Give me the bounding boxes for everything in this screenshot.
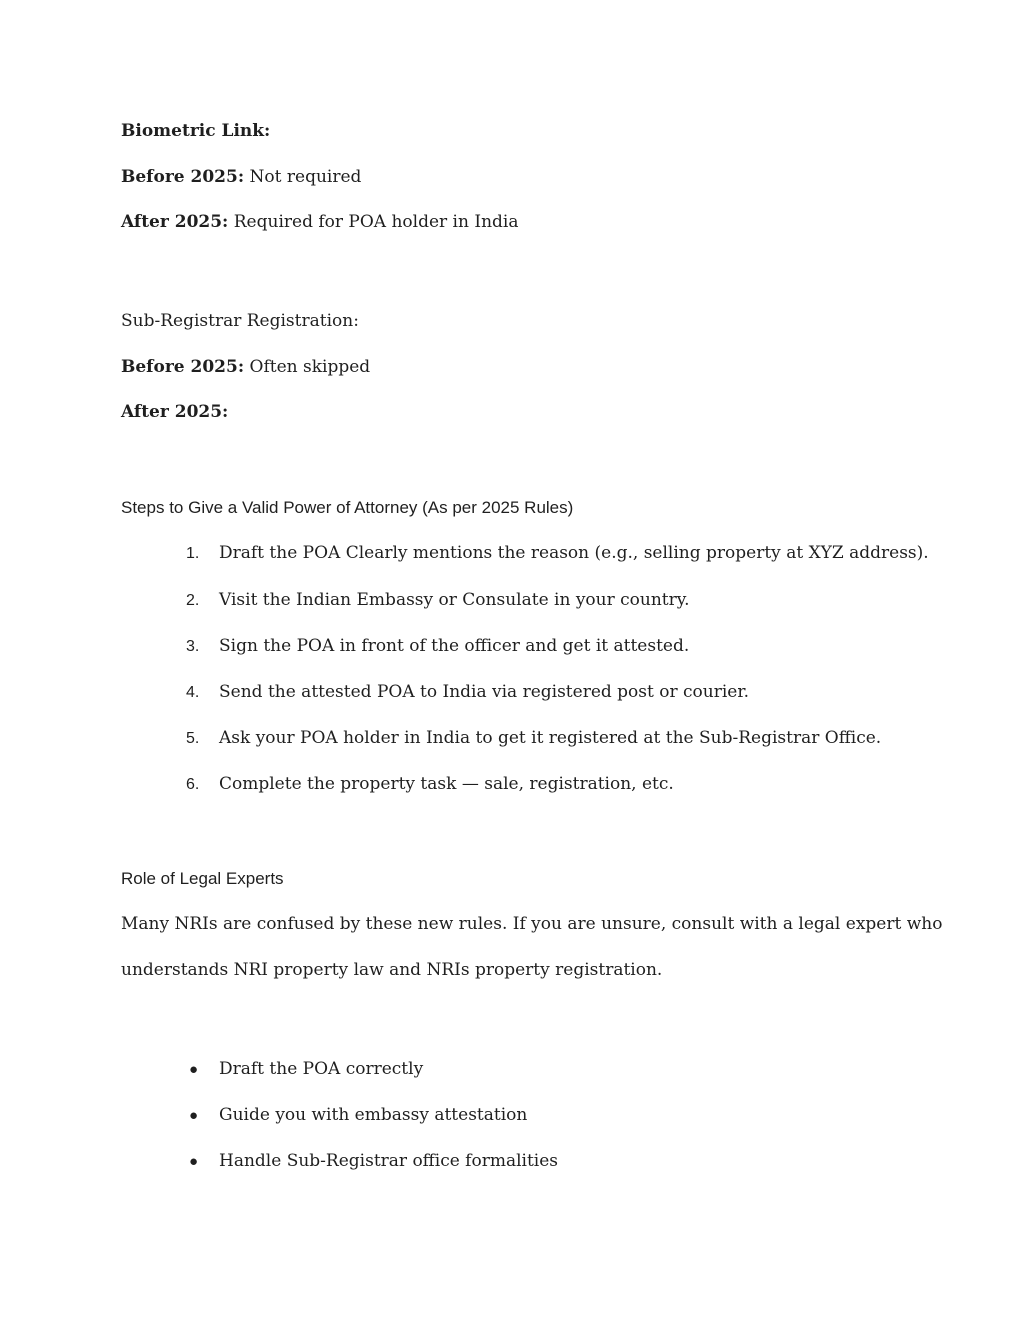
list-item bbox=[186, 1057, 423, 1082]
list-item-text: Sign the POA in front of the officer and get it attested. bbox=[219, 636, 690, 656]
biometric-before-row bbox=[121, 165, 361, 189]
list-marker: 2. bbox=[186, 592, 200, 609]
list-item bbox=[186, 588, 690, 613]
biometric-after-value: Required for POA holder in India bbox=[233, 212, 519, 232]
bullet-icon: ● bbox=[189, 1061, 199, 1078]
subregistrar-before-label: Before 2025: bbox=[121, 357, 245, 377]
biometric-heading: Biometric Link: bbox=[121, 121, 271, 141]
subregistrar-before-row bbox=[121, 355, 370, 379]
list-marker: 3. bbox=[186, 638, 200, 655]
list-item-text: Draft the POA Clearly mentions the reason (e.g., selling property at XYZ address). bbox=[219, 543, 929, 563]
list-marker: 1. bbox=[186, 545, 200, 562]
list-marker: 4. bbox=[186, 684, 200, 701]
list-item-text: Handle Sub-Registrar office formalities bbox=[219, 1151, 559, 1171]
list-item bbox=[186, 1103, 527, 1128]
biometric-before-label: Before 2025: bbox=[121, 167, 245, 187]
list-item bbox=[186, 541, 929, 566]
list-item bbox=[186, 1149, 558, 1174]
subregistrar-heading: Sub-Registrar Registration: bbox=[121, 311, 359, 331]
list-item bbox=[186, 680, 749, 705]
list-item-text: Visit the Indian Embassy or Consulate in your country. bbox=[219, 590, 690, 610]
biometric-after-row bbox=[121, 210, 518, 234]
list-item-text: Complete the property task — sale, registration, etc. bbox=[219, 774, 674, 794]
bullet-icon: ● bbox=[189, 1153, 199, 1170]
bullet-icon: ● bbox=[189, 1107, 199, 1124]
biometric-before-value: Not required bbox=[249, 167, 362, 187]
legal-paragraph-line: understands NRI property law and NRIs property registration. bbox=[121, 960, 663, 980]
list-item bbox=[186, 726, 881, 751]
list-marker: 5. bbox=[186, 730, 200, 747]
list-item bbox=[186, 772, 674, 797]
legal-heading: Role of Legal Experts bbox=[121, 869, 284, 888]
steps-heading: Steps to Give a Valid Power of Attorney (As per 2025 Rules) bbox=[121, 498, 574, 517]
list-marker: 6. bbox=[186, 776, 200, 793]
biometric-after-label: After 2025: bbox=[121, 212, 229, 232]
list-item-text: Draft the POA correctly bbox=[219, 1059, 424, 1079]
list-item-text: Ask your POA holder in India to get it registered at the Sub-Registrar Office. bbox=[219, 728, 882, 748]
subregistrar-after-label: After 2025: bbox=[121, 402, 229, 422]
legal-paragraph-line: Many NRIs are confused by these new rules. If you are unsure, consult with a legal expert who bbox=[121, 914, 943, 934]
list-item-text: Send the attested POA to India via registered post or courier. bbox=[219, 682, 750, 702]
subregistrar-after-row bbox=[121, 400, 228, 424]
subregistrar-before-value: Often skipped bbox=[249, 357, 371, 377]
list-item bbox=[186, 634, 689, 659]
list-item-text: Guide you with embassy attestation bbox=[219, 1105, 528, 1125]
